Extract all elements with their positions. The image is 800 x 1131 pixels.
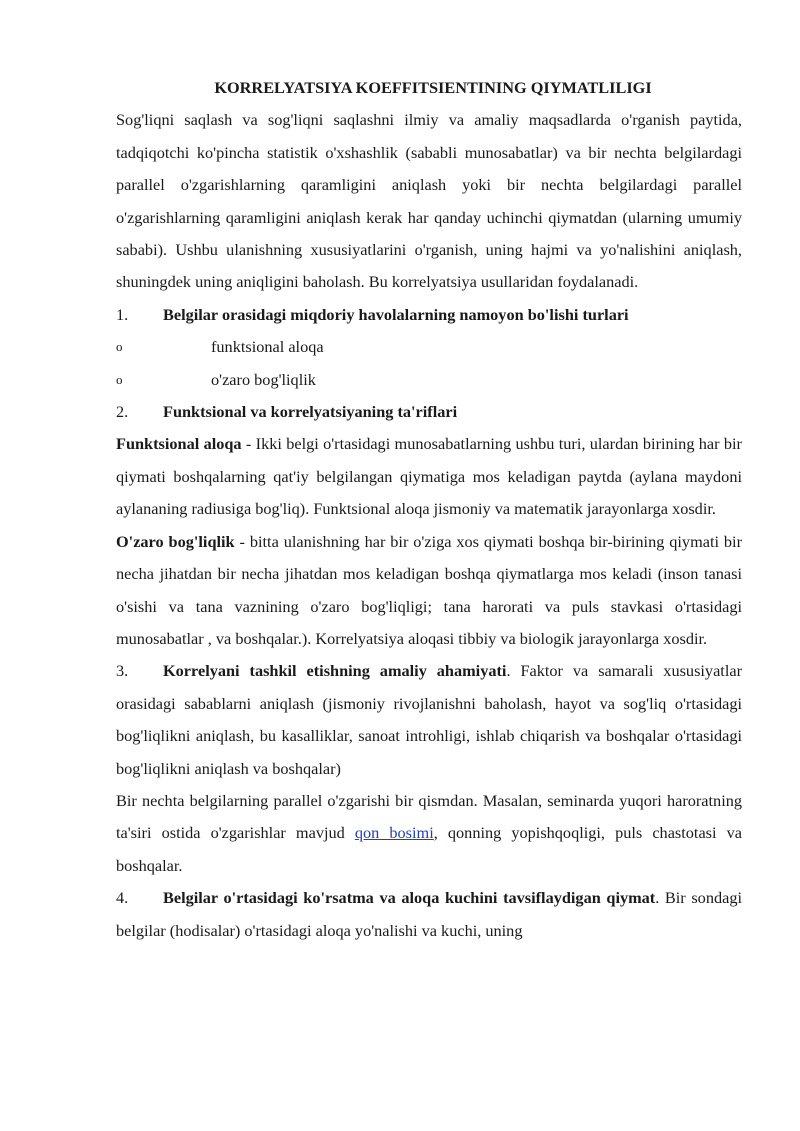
section-4-paragraph xyxy=(116,882,742,947)
section-number: 3. xyxy=(116,661,129,681)
intro-paragraph: Sog'liqni saqlash va sog'liqni saqlashni ilmiy va amaliy maqsadlarda o'rganish paytida, tadqiqotchi ko'pincha statistik o'xshashlik (sababli munosabatlar) va bir nechta belgilardagi parallel o'zgarishlarning qaramligini aniqlash yoki bir nechta belgilardagi parallel o'zgarishlarning qaramligini aniqlash kerak har qanday uchinchi qiymatdan (ularning umumiy sababi). Ushbu ulanishning xususiyatlarini o'rganish, uning hajmi va yo'nalishini aniqlash, shuningdek uning aniqligini baholash. Bu korrelyatsiya usullaridan foydalanadi. xyxy=(116,110,742,292)
section-title: Funktsional va korrelyatsiyaning ta'riflari xyxy=(163,402,458,422)
definition-text: - bitta ulanishning har bir o'ziga xos qiymati boshqa bir-birining qiymati bir necha jihatdan bir necha jihatdan mos keladigan boshqa qiymatlarga mos keladi (inson tanasi o'sishi va tana vaznining o'zaro bog'liqligi; tana harorati va puls stavkasi o'rtasidagi munosabatlar , va boshqalar.). Korrelyatsiya aloqasi tibbiy va biologik jarayonlarga xosdir. xyxy=(116,531,742,648)
section-text: . Faktor va samarali xususiyatlar orasidagi sabablarni aniqlash (jismoniy rivojlanishni baholash, hayot va sog'liq o'rtasidagi bog'liqlikni aniqlash, bu kasalliklar, sanoat introhligi, ishlab chiqarish va boshqalar o'rtasidagi bog'liqlikni aniqlash va boshqalar) xyxy=(116,661,742,778)
definition-term: Funktsional aloqa xyxy=(116,434,242,454)
section-number: 2. xyxy=(116,402,129,422)
section-2-heading xyxy=(116,396,742,428)
section-title: Korrelyani tashkil etishning amaliy ahamiyati xyxy=(163,661,507,681)
list-item xyxy=(116,331,742,363)
section-title: Belgilar o'rtasidagi ko'rsatma va aloqa kuchini tavsiflaydigan qiymat xyxy=(163,888,656,908)
page-title: KORRELYATSIYA KOEFFITSIENTINING QIYMATLILIGI xyxy=(214,78,652,97)
section-title: Belgilar orasidagi miqdoriy havolalarning namoyon bo'lishi turlari xyxy=(163,304,629,324)
paragraph-text: , qonning yopishqoqligi, puls chastotasi va boshqalar. xyxy=(116,823,742,875)
list-item xyxy=(116,364,742,396)
section-number: 1. xyxy=(116,304,129,324)
paragraph-text: Bir nechta belgilarning parallel o'zgarishi bir qismdan. Masalan, seminarda yuqori haroratning ta'siri ostida o'zgarishlar mavjud xyxy=(116,790,742,843)
definition-functional xyxy=(116,428,742,525)
list-item-text: o'zaro bog'liqlik xyxy=(211,369,316,389)
definition-correlation xyxy=(116,526,742,656)
list-item-text: funktsional aloqa xyxy=(211,337,324,357)
section-text: . Bir sondagi belgilar (hodisalar) o'rtasidagi aloqa yo'nalishi va kuchi, uning xyxy=(116,888,742,940)
definition-text: - Ikki belgi o'rtasidagi munosabatlarning ushbu turi, ulardan birining har bir qiymati boshqalarning qat'iy belgilangan qiymatiga mos keladigan paytda (aylana maydoni aylananing radiusiga bog'liq). Funktsional aloqa jismoniy va matematik jarayonlarga xosdir. xyxy=(116,434,742,519)
section-number: 4. xyxy=(116,888,129,908)
section-3-paragraph xyxy=(116,655,742,785)
bullet-marker: o xyxy=(116,339,123,355)
paragraph-4 xyxy=(116,785,742,882)
blood-pressure-link[interactable]: qon bosimi xyxy=(354,823,434,843)
definition-term: O'zaro bog'liqlik xyxy=(116,531,235,551)
section-1-heading xyxy=(116,299,742,331)
bullet-marker: o xyxy=(116,371,123,387)
